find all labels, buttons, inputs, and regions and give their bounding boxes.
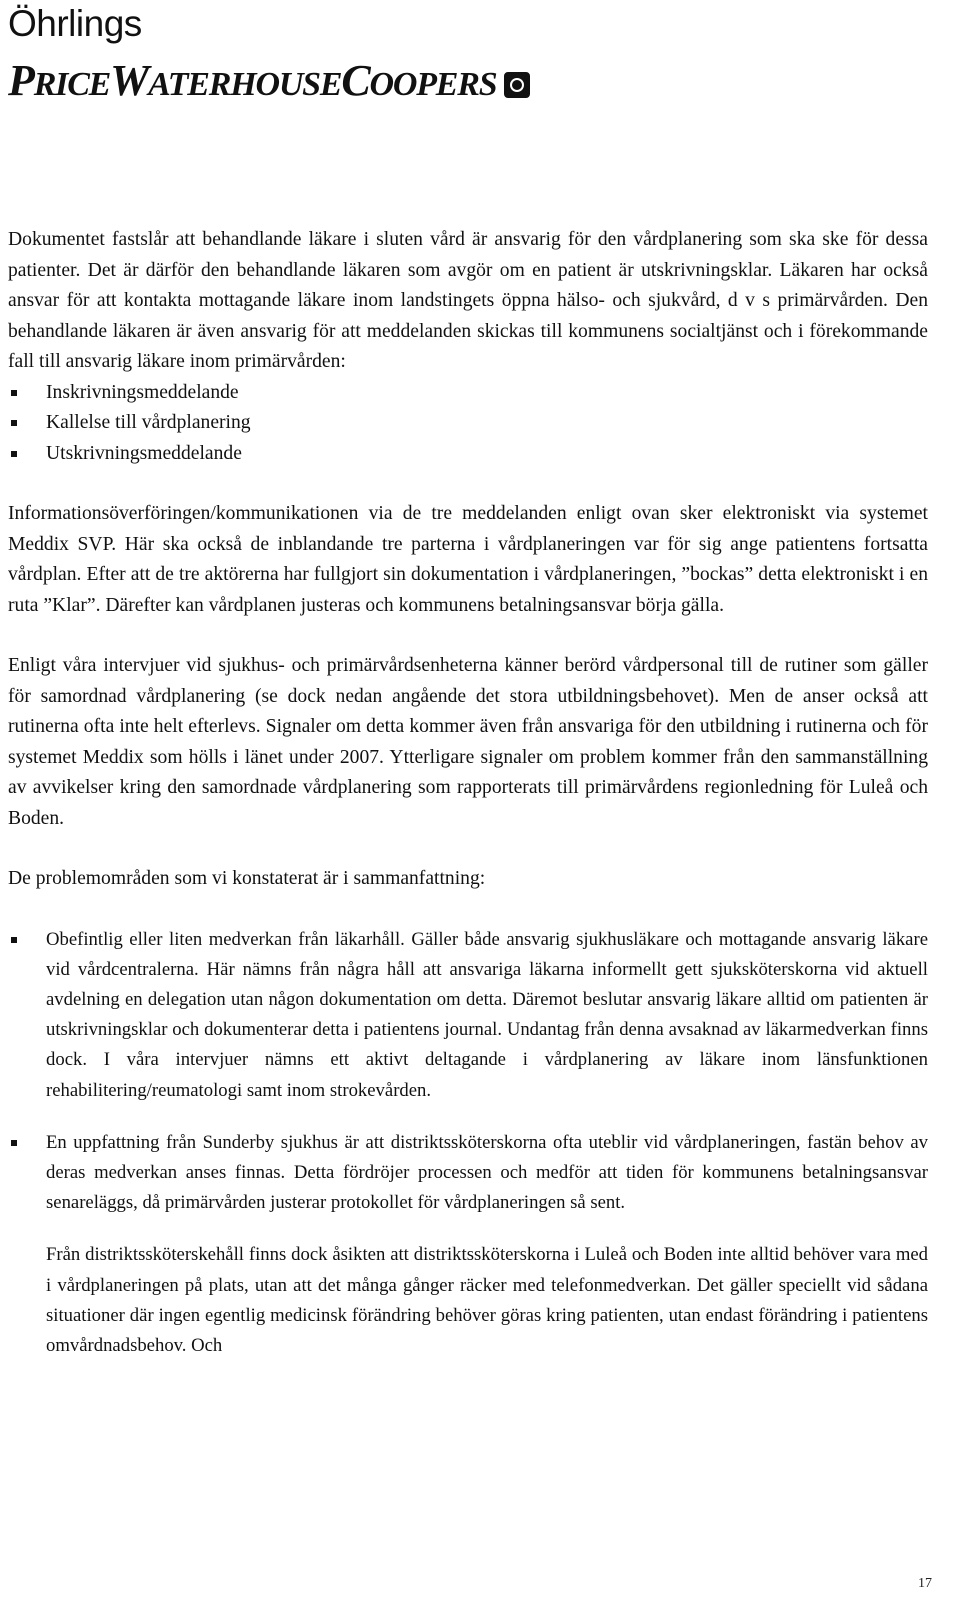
paragraph-district-nurses: Från distriktssköterskehåll finns dock åsikten att distriktssköterskorna i Luleå och Boden inte alltid behöver vara med i vårdplaneringen på plats, utan att det många gånger räcker med telefonmedverkan. Det gäller speciellt vid sådana situationer där ingen egentlig medicinsk förändring behöver göras kring patienten, utan endast förändring i patientens omvårdnadsbehov. Och — [46, 1244, 928, 1356]
paragraph-responsibility: Dokumentet fastslår att behandlande läkare i sluten vård är ansvarig för den vårdplanering som ska ske för dessa patienter. Det är därför den behandlande läkaren som avgör om en patient är utskrivningsklar. Läkaren har också ansvar för att kontakta mottagande läkare inom landstingets öppna hälso- och sjukvård, d v s primärvården. Den behandlande läkaren är även ansvarig för att meddelanden skickas till kommunens socialtjänst och i förekommande fall till ansvarig läkare inom primärvården: — [8, 229, 928, 372]
page-number: 17 — [918, 1576, 932, 1591]
list-item: Kallelse till vårdplanering — [8, 408, 928, 439]
list-item: Utskrivningsmeddelande — [8, 439, 928, 470]
problem-section — [8, 895, 928, 1362]
company-name: Öhrlings — [8, 3, 142, 44]
document-body — [8, 225, 928, 1361]
paragraph-interviews: Enligt våra intervjuer vid sjukhus- och primärvårdsenheterna känner berörd vårdpersonal till de rutiner som gäller för samordnad vårdplanering (se dock nedan angående det stora utbildningsbehovet). Men de anser också att rutinerna ofta inte helt efterlevs. Signaler om detta kommer även från ansvariga för den utbildning i rutinerna och för systemet Meddix som hölls i länet under 2007. Ytterligare signaler om problem kommer från den sammanställning av avvikelser kring den samordnade vårdplanering som rapporterats till primärvårdens regionledning för Luleå och Boden. — [8, 655, 928, 829]
logo-seal-icon — [504, 72, 530, 98]
pwc-logo-text: PRICEWATERHOUSECOOPERS — [8, 56, 497, 105]
list-item: En uppfattning från Sunderby sjukhus är att distriktssköterskorna ofta uteblir vid vårdplaneringen, fastän behov av deras medverkan anses finnas. Detta fördröjer processen och medför att tiden för kommunens betalningsansvar senareläggs, då primärvården justerar protokollet för vårdplaneringen så sent. — [8, 1128, 928, 1219]
problem-list — [8, 925, 928, 1106]
problem-list-continued — [8, 1128, 928, 1219]
list-item: Inskrivningsmeddelande — [8, 378, 928, 409]
message-list — [8, 378, 928, 470]
page-header — [8, 0, 530, 104]
paragraph-meddix: Informationsöverföringen/kommunikationen via de tre meddelanden enligt ovan sker elektroniskt via systemet Meddix SVP. Här ska också de inblandande tre parterna i vårdplaneringen var för sig ange patientens fortsatta vårdplan. Efter att de tre aktörerna har fullgjort sin dokumentation i vårdplaneringen, ”bockas” detta elektroniskt i en ruta ”Klar”. Därefter kan vårdplanen justeras och kommunens betalningsansvar börja gälla. — [8, 503, 928, 616]
list-item: Obefintlig eller liten medverkan från läkarhåll. Gäller både ansvarig sjukhusläkare och mottagande ansvarig läkare vid vårdcentralerna. Här nämns från några håll att ansvariga läkarna informellt gett sjuksköterskorna vid aktuell avdelning en delegation utan någon dokumentation om detta. Däremot beslutar ansvarig läkare alltid om patienten är utskrivningsklar och dokumenterar detta i patientens journal. Undantag från denna avsaknad av läkarmedverkan finns dock. I våra intervjuer nämns ett aktivt deltagande i vårdplanering av läkare inom länsfunktionen rehabilitering/reumatologi samt inom strokevården. — [8, 925, 928, 1106]
paragraph-summary-intro: De problemområden som vi konstaterat är i sammanfattning: — [8, 868, 486, 889]
pwc-logo — [8, 56, 530, 105]
